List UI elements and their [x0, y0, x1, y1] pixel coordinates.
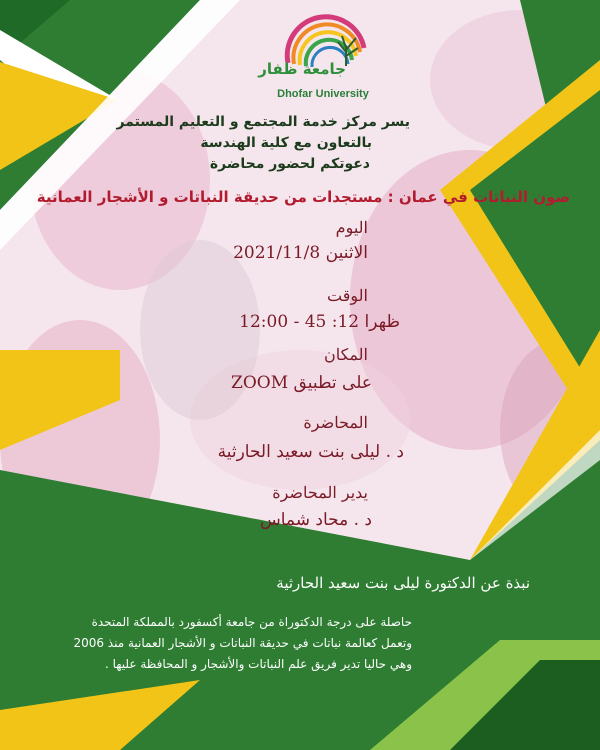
- lecturer-label: المحاضرة: [303, 413, 368, 432]
- day-value: الاثنين 2021/11/8: [233, 243, 368, 263]
- university-name-english: Dhofar University: [277, 88, 369, 100]
- intro-line-2: بالتعاون مع كلية الهندسة: [200, 135, 372, 151]
- bio-line-2: وتعمل كعالمة نباتات في حديقة النباتات و الأشجار العمانية منذ 2006: [73, 636, 412, 650]
- time-label: الوقت: [327, 286, 368, 305]
- time-value: 12:00 - 45 :12 ظهرا: [239, 312, 400, 332]
- place-label: المكان: [323, 345, 368, 364]
- university-name-arabic: جامعة ظفار: [258, 60, 346, 78]
- place-value: على تطبيق ZOOM: [231, 373, 372, 393]
- day-label: اليوم: [335, 218, 368, 237]
- bio-line-3: وهي حاليا تدير فريق علم النباتات والأشجار و المحافظة عليها .: [104, 657, 412, 671]
- moderator-value: د . محاد شماس: [259, 510, 372, 530]
- bio-title: نبذة عن الدكتورة ليلى بنت سعيد الحارثية: [276, 574, 530, 592]
- intro-line-1: يسر مركز خدمة المجتمع و التعليم المستمر: [116, 114, 410, 130]
- intro-line-3: دعوتكم لحضور محاضرة: [209, 156, 370, 172]
- lecturer-value: د . ليلى بنت سعيد الحارثية: [217, 442, 404, 462]
- lecture-title: صون النباتات في عمان : مستجدات من حديقة النباتات و الأشجار العمانية: [36, 188, 570, 206]
- moderator-label: يدير المحاضرة: [272, 483, 368, 502]
- bio-line-1: حاصلة على درجة الدكتوراة من جامعة أكسفورد بالمملكة المتحدة: [91, 615, 412, 629]
